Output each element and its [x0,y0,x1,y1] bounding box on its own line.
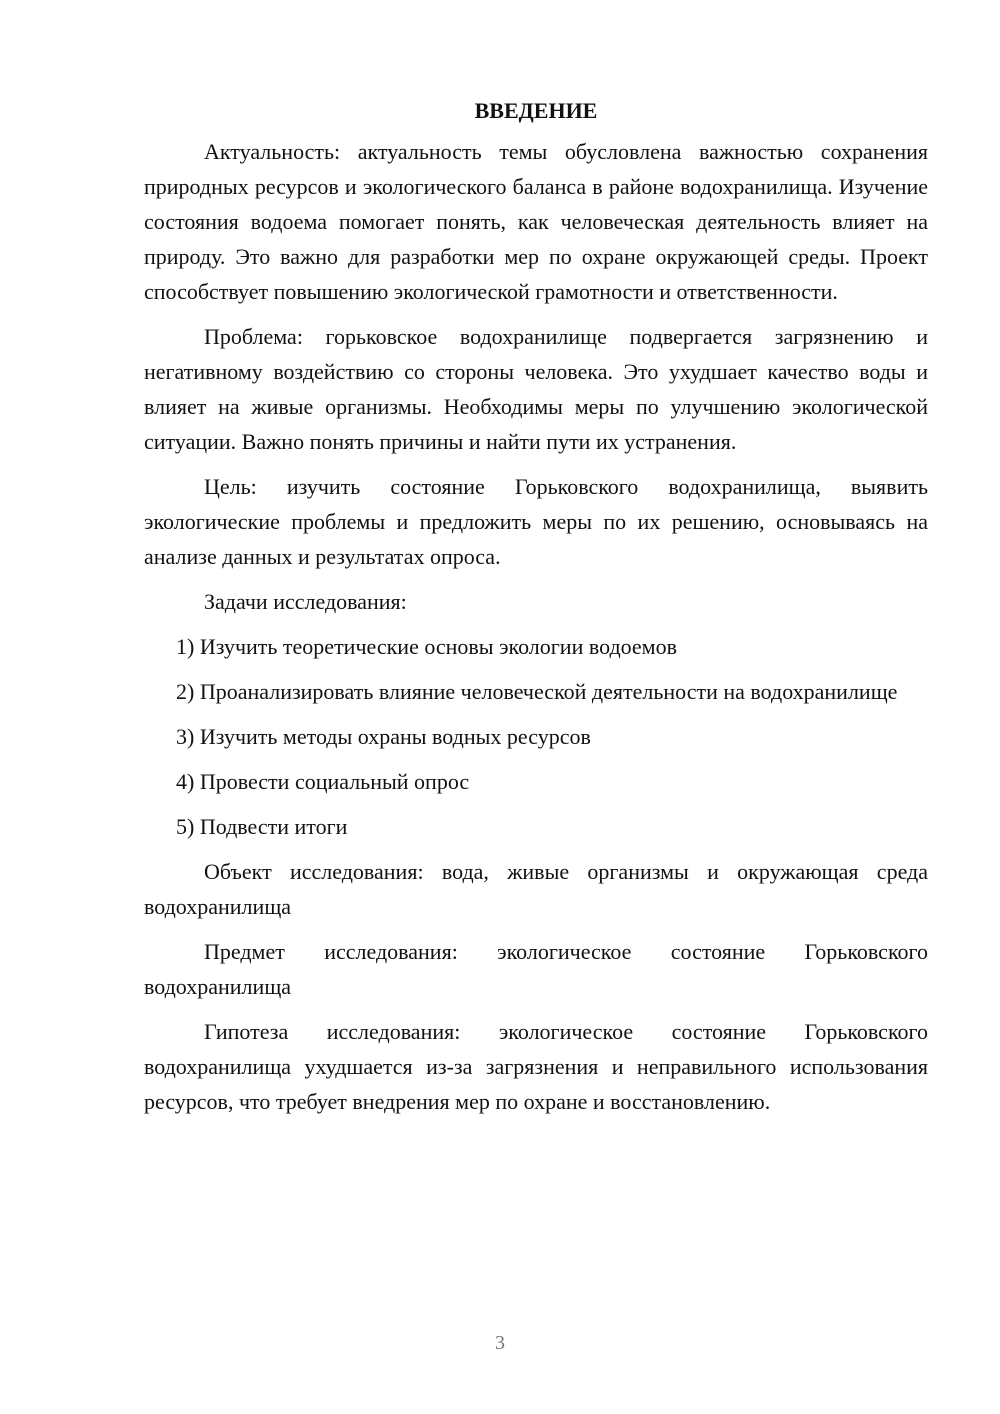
goal-paragraph: Цель: изучить состояние Горьковского водохранилища, выявить экологические проблемы и предложить меры по их решению, основываясь на анализе данных и результатах опроса. [144,474,928,569]
task-item: 1) Изучить теоретические основы экологии водоемов [176,634,677,659]
task-item: 2) Проанализировать влияние человеческой деятельности на водохранилище [176,679,898,704]
problem-paragraph: Проблема: горьковское водохранилище подвергается загрязнению и негативному воздействию со стороны человека. Это ухудшает качество воды и влияет на живые организмы. Необходимы меры по улучшению экологической ситуации. Важно понять причины и найти пути их устранения. [144,324,928,454]
object-paragraph: Объект исследования: вода, живые организмы и окружающая среда водохранилища [144,859,928,919]
hypothesis-paragraph: Гипотеза исследования: экологическое состояние Горьковского водохранилища ухудшается из-за загрязнения и неправильного использования ресурсов, что требует внедрения мер по охране и восстановлению. [144,1019,928,1114]
task-item: 5) Подвести итоги [176,814,348,839]
document-body [144,96,928,1129]
task-item: 4) Провести социальный опрос [176,769,470,794]
tasks-heading: Задачи исследования: [204,589,407,614]
task-item: 3) Изучить методы охраны водных ресурсов [176,724,591,749]
subject-paragraph: Предмет исследования: экологическое состояние Горьковского водохранилища [144,939,928,999]
relevance-paragraph: Актуальность: актуальность темы обусловлена важностью сохранения природных ресурсов и экологического баланса в районе водохранилища. Изучение состояния водоема помогает понять, как человеческая деятельность влияет на природу. Это важно для разработки мер по охране окружающей среды. Проект способствует повышению экологической грамотности и ответственности. [144,139,928,304]
page-number: 3 [495,1332,505,1354]
page-title: ВВЕДЕНИЕ [474,98,598,123]
